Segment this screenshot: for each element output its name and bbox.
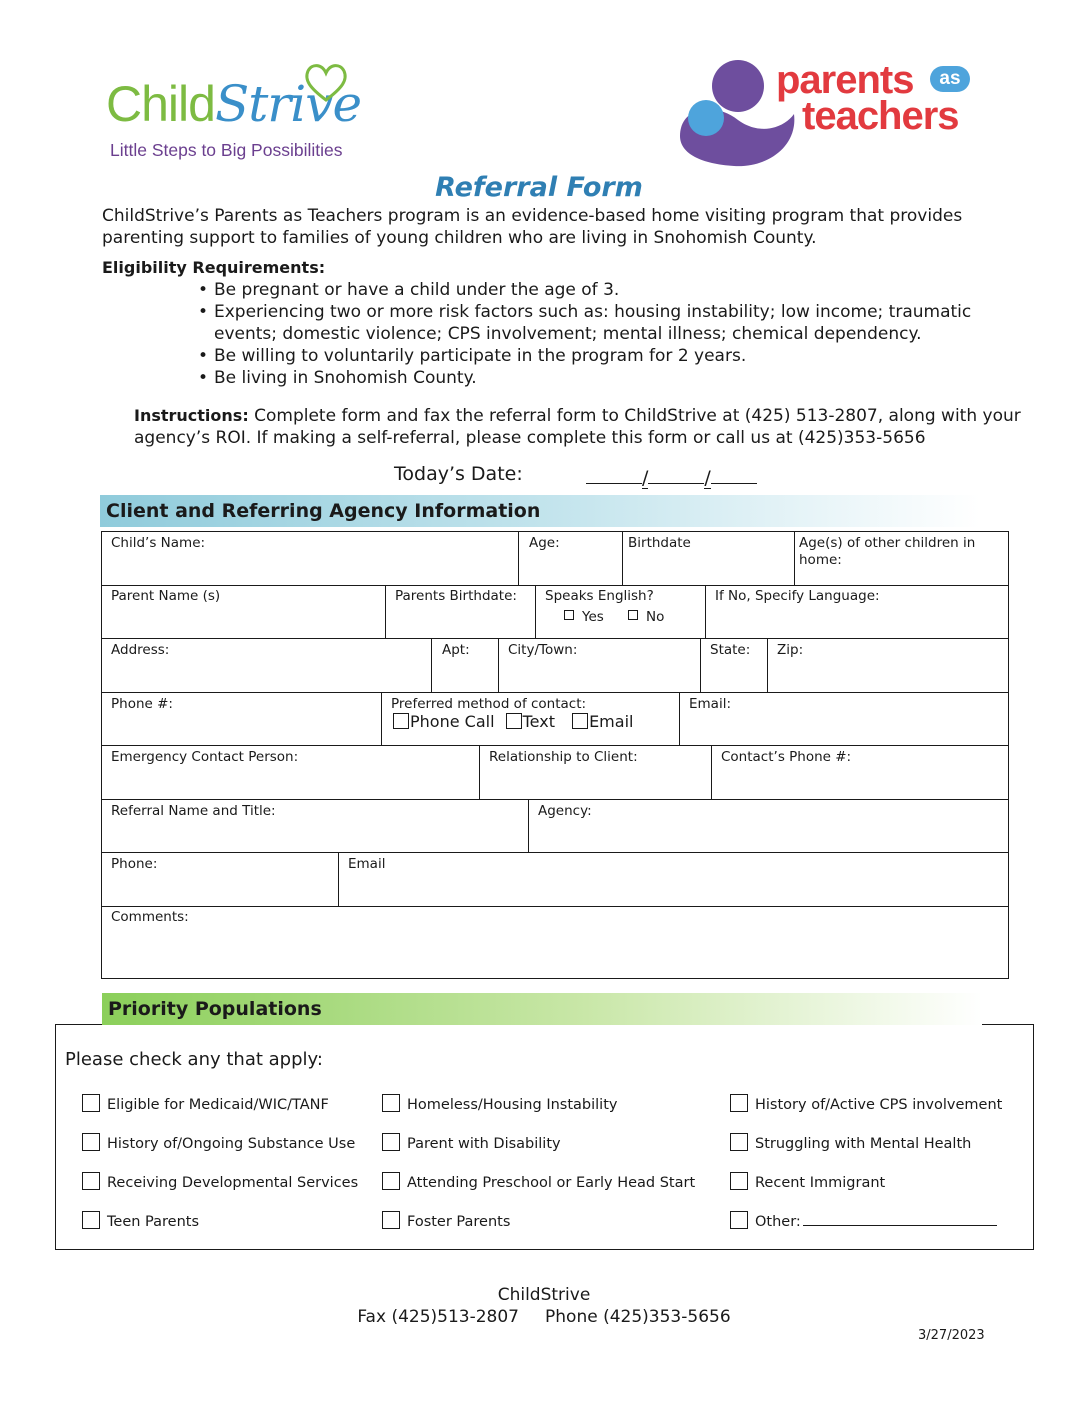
footer-fax: Fax (425)513-2807 <box>357 1307 520 1327</box>
childstrive-logo <box>106 62 376 166</box>
relationship-label: Relationship to Client: <box>489 749 638 765</box>
list-item: • Be living in Snohomish County. <box>196 367 996 389</box>
agency-label: Agency: <box>538 803 592 819</box>
checkbox-icon[interactable] <box>82 1094 100 1112</box>
preferred-contact-label: Preferred method of contact: <box>391 696 587 712</box>
zip-label: Zip: <box>777 642 804 658</box>
footer-org: ChildStrive <box>497 1285 591 1305</box>
client-section-header: Client and Referring Agency Information <box>100 495 980 527</box>
phone-label: Phone #: <box>111 696 173 712</box>
checkbox-icon[interactable] <box>382 1094 400 1112</box>
date-month-blank[interactable] <box>586 462 642 484</box>
date-separator: / <box>642 467 649 489</box>
checkbox-icon[interactable] <box>506 713 522 729</box>
pat-word-teachers: teachers <box>802 94 959 138</box>
checkbox-icon[interactable] <box>628 610 638 620</box>
instructions <box>134 405 1034 449</box>
contact-phone-call-option[interactable]: Phone Call <box>393 712 495 731</box>
contact-email-option[interactable]: Email <box>572 712 633 731</box>
intro-paragraph: ChildStrive’s Parents as Teachers program is an evidence-based home visiting program that provides parenting support to families of young children who are living in Snohomish County. <box>102 206 963 248</box>
checkbox-icon[interactable] <box>730 1094 748 1112</box>
checkbox-icon[interactable] <box>730 1133 748 1151</box>
parent-name-label: Parent Name (s) <box>111 588 221 604</box>
date-day-blank[interactable] <box>648 462 704 484</box>
checkbox-icon[interactable] <box>82 1172 100 1190</box>
eligibility-list <box>196 279 996 389</box>
referrer-phone-label: Phone: <box>111 856 158 872</box>
pat-word-as: as <box>930 66 970 92</box>
checkbox-icon[interactable] <box>382 1172 400 1190</box>
contact-text-option[interactable]: Text <box>506 712 555 731</box>
priority-disability-option[interactable]: Parent with Disability <box>382 1133 561 1152</box>
referrer-email-label: Email <box>348 856 386 872</box>
email-label: Email: <box>689 696 732 712</box>
referral-name-label: Referral Name and Title: <box>111 803 276 819</box>
speaks-english-label: Speaks English? <box>545 588 654 604</box>
checkbox-icon[interactable] <box>393 713 409 729</box>
priority-intro: Please check any that apply: <box>65 1049 323 1070</box>
state-label: State: <box>710 642 751 658</box>
english-yes-option[interactable]: Yes <box>564 609 604 625</box>
checkbox-icon[interactable] <box>564 610 574 620</box>
todays-date-field[interactable] <box>586 462 757 489</box>
checkbox-icon[interactable] <box>730 1172 748 1190</box>
birthdate-label: Birthdate <box>628 535 691 551</box>
priority-homeless-option[interactable]: Homeless/Housing Instability <box>382 1094 617 1113</box>
priority-teen-parents-option[interactable]: Teen Parents <box>82 1211 199 1230</box>
checkbox-icon[interactable] <box>730 1211 748 1229</box>
client-info-form <box>101 531 1009 979</box>
priority-mental-health-option[interactable]: Struggling with Mental Health <box>730 1133 971 1152</box>
page-title: Referral Form <box>435 172 643 203</box>
other-text-field[interactable] <box>803 1225 997 1226</box>
footer-contact <box>0 1307 1088 1327</box>
todays-date-label: Today’s Date: <box>394 463 523 485</box>
childstrive-tagline: Little Steps to Big Possibilities <box>110 140 343 160</box>
revision-date: 3/27/2023 <box>918 1328 985 1343</box>
contact-phone-label: Contact’s Phone #: <box>721 749 852 765</box>
eligibility-heading: Eligibility Requirements: <box>102 258 326 277</box>
date-year-blank[interactable] <box>711 462 757 484</box>
age-label: Age: <box>529 535 560 551</box>
pat-word-parents: parents <box>776 58 914 102</box>
priority-substance-use-option[interactable]: History of/Ongoing Substance Use <box>82 1133 355 1152</box>
checkbox-icon[interactable] <box>82 1133 100 1151</box>
checkbox-icon[interactable] <box>382 1133 400 1151</box>
priority-preschool-option[interactable]: Attending Preschool or Early Head Start <box>382 1172 695 1191</box>
emergency-contact-label: Emergency Contact Person: <box>111 749 299 765</box>
childstrive-wordmark: ChildStrive <box>106 75 362 133</box>
priority-other-option[interactable]: Other: <box>730 1211 997 1230</box>
instructions-label: Instructions: <box>134 406 249 425</box>
priority-populations-box <box>55 1024 1034 1250</box>
priority-medicaid-option[interactable]: Eligible for Medicaid/WIC/TANF <box>82 1094 329 1113</box>
checkbox-icon[interactable] <box>82 1211 100 1229</box>
contact-method-options <box>393 712 633 731</box>
specify-language-label: If No, Specify Language: <box>715 588 880 604</box>
city-label: City/Town: <box>508 642 578 658</box>
priority-section-header: Priority Populations <box>102 993 982 1025</box>
list-item: • Be pregnant or have a child under the age of 3. <box>196 279 996 301</box>
english-no-option[interactable]: No <box>628 609 664 625</box>
footer-phone: Phone (425)353-5656 <box>545 1307 731 1327</box>
childs-name-label: Child’s Name: <box>111 535 206 551</box>
apt-label: Apt: <box>442 642 470 658</box>
checkbox-icon[interactable] <box>572 713 588 729</box>
priority-foster-parents-option[interactable]: Foster Parents <box>382 1211 510 1230</box>
list-item: • Experiencing two or more risk factors such as: housing instability; low income; traumatic events; domestic violence; CPS involvement; mental illness; chemical dependency. <box>196 301 996 345</box>
address-label: Address: <box>111 642 170 658</box>
priority-cps-option[interactable]: History of/Active CPS involvement <box>730 1094 1002 1113</box>
priority-immigrant-option[interactable]: Recent Immigrant <box>730 1172 885 1191</box>
list-item: • Be willing to voluntarily participate in the program for 2 years. <box>196 345 996 367</box>
parents-birthdate-label: Parents Birthdate: <box>395 588 517 604</box>
comments-label: Comments: <box>111 909 189 925</box>
parents-as-teachers-logo <box>676 58 986 170</box>
instructions-text: Complete form and fax the referral form to ChildStrive at (425) 513-2807, along with your agency’s ROI. If making a self-referral, please complete this form or call us at (425)353-5656 <box>134 406 1021 448</box>
other-children-label: Age(s) of other children in home: <box>799 535 976 568</box>
date-separator: / <box>704 467 711 489</box>
heart-icon <box>302 60 350 104</box>
checkbox-icon[interactable] <box>382 1211 400 1229</box>
priority-developmental-option[interactable]: Receiving Developmental Services <box>82 1172 358 1191</box>
